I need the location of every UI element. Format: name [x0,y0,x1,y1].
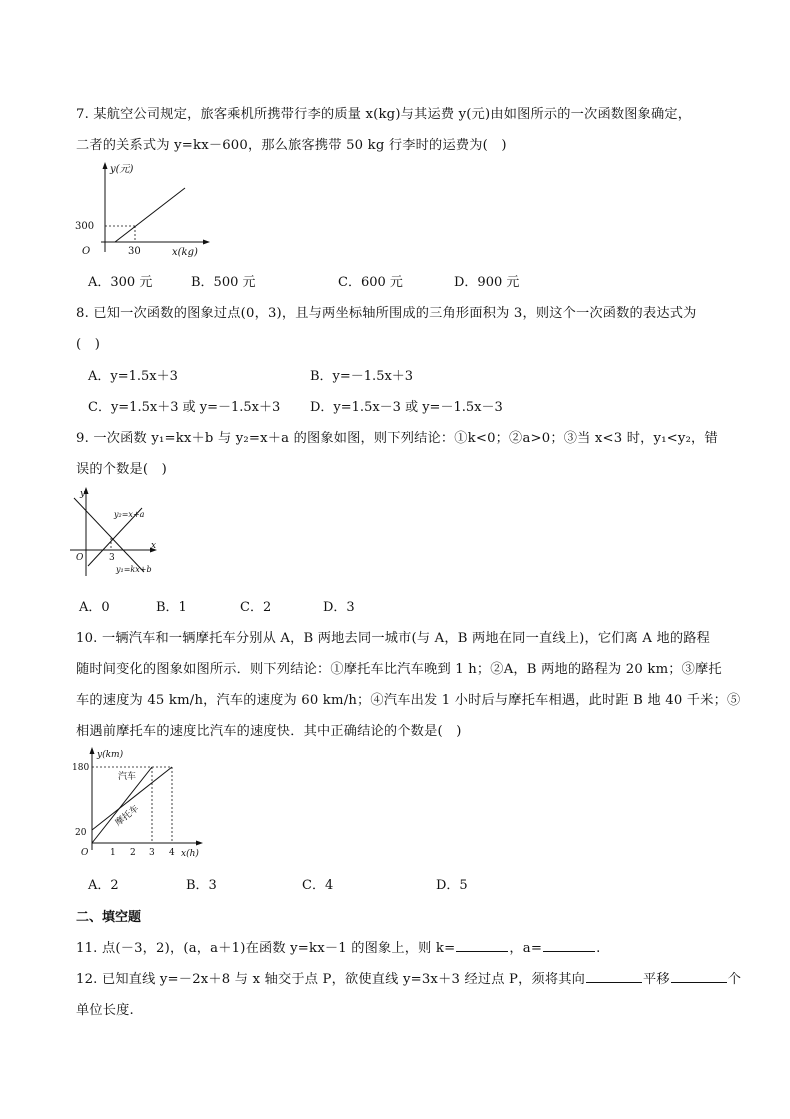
q12-direction-blank[interactable] [586,970,642,983]
q10-x-tick-4: 4 [169,848,175,858]
q10-x-tick-2: 2 [130,848,136,858]
q7-graph [75,160,215,260]
q11-k-blank[interactable] [456,939,508,952]
q7-x-tick: 30 [128,246,141,257]
q10-line3: 车的速度为 45 km/h，汽车的速度为 60 km/h；④汽车出发 1 小时后与摩托车相遇，此时距 B 地 40 千米；⑤ [76,693,741,708]
q7-origin: O [82,246,91,257]
q10-line4: 相遇前摩托车的速度比汽车的速度快．其中正确结论的个数是( ) [76,724,462,739]
q9-option-c[interactable]: C．2 [240,600,272,615]
q7-option-a[interactable]: A．300 元 [88,275,153,290]
q12-line1 [76,968,741,987]
q8-option-d[interactable]: D．y=1.5x－3 或 y=－1.5x－3 [310,400,503,415]
q9-origin: O [76,553,84,563]
q10-y-tick-20: 20 [75,828,87,838]
q7-option-c[interactable]: C．600 元 [338,275,403,290]
q9-graph [68,486,168,581]
q9-option-d[interactable]: D．3 [323,600,355,615]
q7-xlabel: x(kg) [172,247,198,258]
q9-ylabel: y [80,489,86,499]
q12-line2: 单位长度. [76,1003,134,1018]
q12-middle: 平移 [643,972,670,987]
q7-ylabel: y(元) [110,164,134,175]
section-title: 二、填空题 [76,910,142,925]
q8-option-c[interactable]: C．y=1.5x＋3 或 y=－1.5x＋3 [88,400,281,415]
q7-x-arrow [203,240,210,245]
q10-x-tick-1: 1 [110,848,116,858]
q10-y-arrow [90,747,95,754]
q11-line [76,937,600,956]
q10-line2: 随时间变化的图象如图所示．则下列结论：①摩托车比汽车晚到 1 h；②A，B 两地的路程为 20 km；③摩托 [76,662,722,677]
q8-option-a[interactable]: A．y=1.5x＋3 [88,369,178,384]
q10-car-label: 汽车 [118,772,137,782]
q9-option-b[interactable]: B．1 [156,600,187,615]
q7-y-arrow [103,162,108,169]
q10-origin: O [81,848,89,858]
q9-label-y1: y₁=kx+b [116,565,152,574]
q10-x-arrow [196,841,203,846]
q9-line1: 9. 一次函数 y₁=kx＋b 与 y₂=x＋a 的图象如图，则下列结论：①k<0；②a>0；③当 x<3 时，y₁<y₂，错 [76,431,718,446]
q7-option-d[interactable]: D．900 元 [454,275,520,290]
q7-line1: 7. 某航空公司规定，旅客乘机所携带行李的质量 x(kg)与其运费 y(元)由如图所示的一次函数图象确定， [76,107,692,122]
q11-prefix: 11. 点(－3，2)，(a，a＋1)在函数 y=kx－1 的图象上，则 k= [76,941,456,956]
q7-y-tick: 300 [75,221,95,232]
q9-xlabel: x [151,541,157,551]
q11-suffix: . [596,941,601,956]
q7-line2: 二者的关系式为 y=kx－600，那么旅客携带 50 kg 行李时的运费为( ) [76,138,507,153]
q8-line2: ( ) [76,337,101,352]
q9-line2: 误的个数是( ) [76,462,168,477]
q12-suffix: 个 [727,972,742,987]
q9-x-tick: 3 [109,553,115,563]
q8-option-b[interactable]: B．y=－1.5x＋3 [310,369,414,384]
q10-line1: 10. 一辆汽车和一辆摩托车分别从 A，B 两地去同一城市(与 A，B 两地在同一直线上)，它们离 A 地的路程 [76,631,711,646]
q10-graph [72,746,212,862]
q11-middle: ，a= [509,941,543,956]
q9-label-y2: y₂=x+a [114,510,145,519]
q10-option-b[interactable]: B．3 [186,878,217,893]
q10-xlabel: x(h) [181,849,199,859]
q10-x-tick-3: 3 [149,848,155,858]
q11-a-blank[interactable] [543,939,595,952]
q12-units-blank[interactable] [671,970,727,983]
q10-y-tick-180: 180 [72,763,90,773]
q10-option-a[interactable]: A．2 [88,878,119,893]
q10-moto-label: 摩托车 [113,803,142,829]
q7-function-line [115,188,185,242]
q10-option-d[interactable]: D．5 [436,878,468,893]
q10-option-c[interactable]: C．4 [302,878,334,893]
q7-option-b[interactable]: B．500 元 [191,275,256,290]
q8-line1: 8. 已知一次函数的图象过点(0，3)，且与两坐标轴所围成的三角形面积为 3，则这个一次函数的表达式为 [76,306,697,321]
q9-option-a[interactable]: A．0 [79,600,110,615]
q10-ylabel: y(km) [97,750,124,760]
q12-prefix: 12. 已知直线 y=－2x＋8 与 x 轴交于点 P，欲使直线 y=3x＋3 经过点 P，须将其向 [76,972,586,987]
